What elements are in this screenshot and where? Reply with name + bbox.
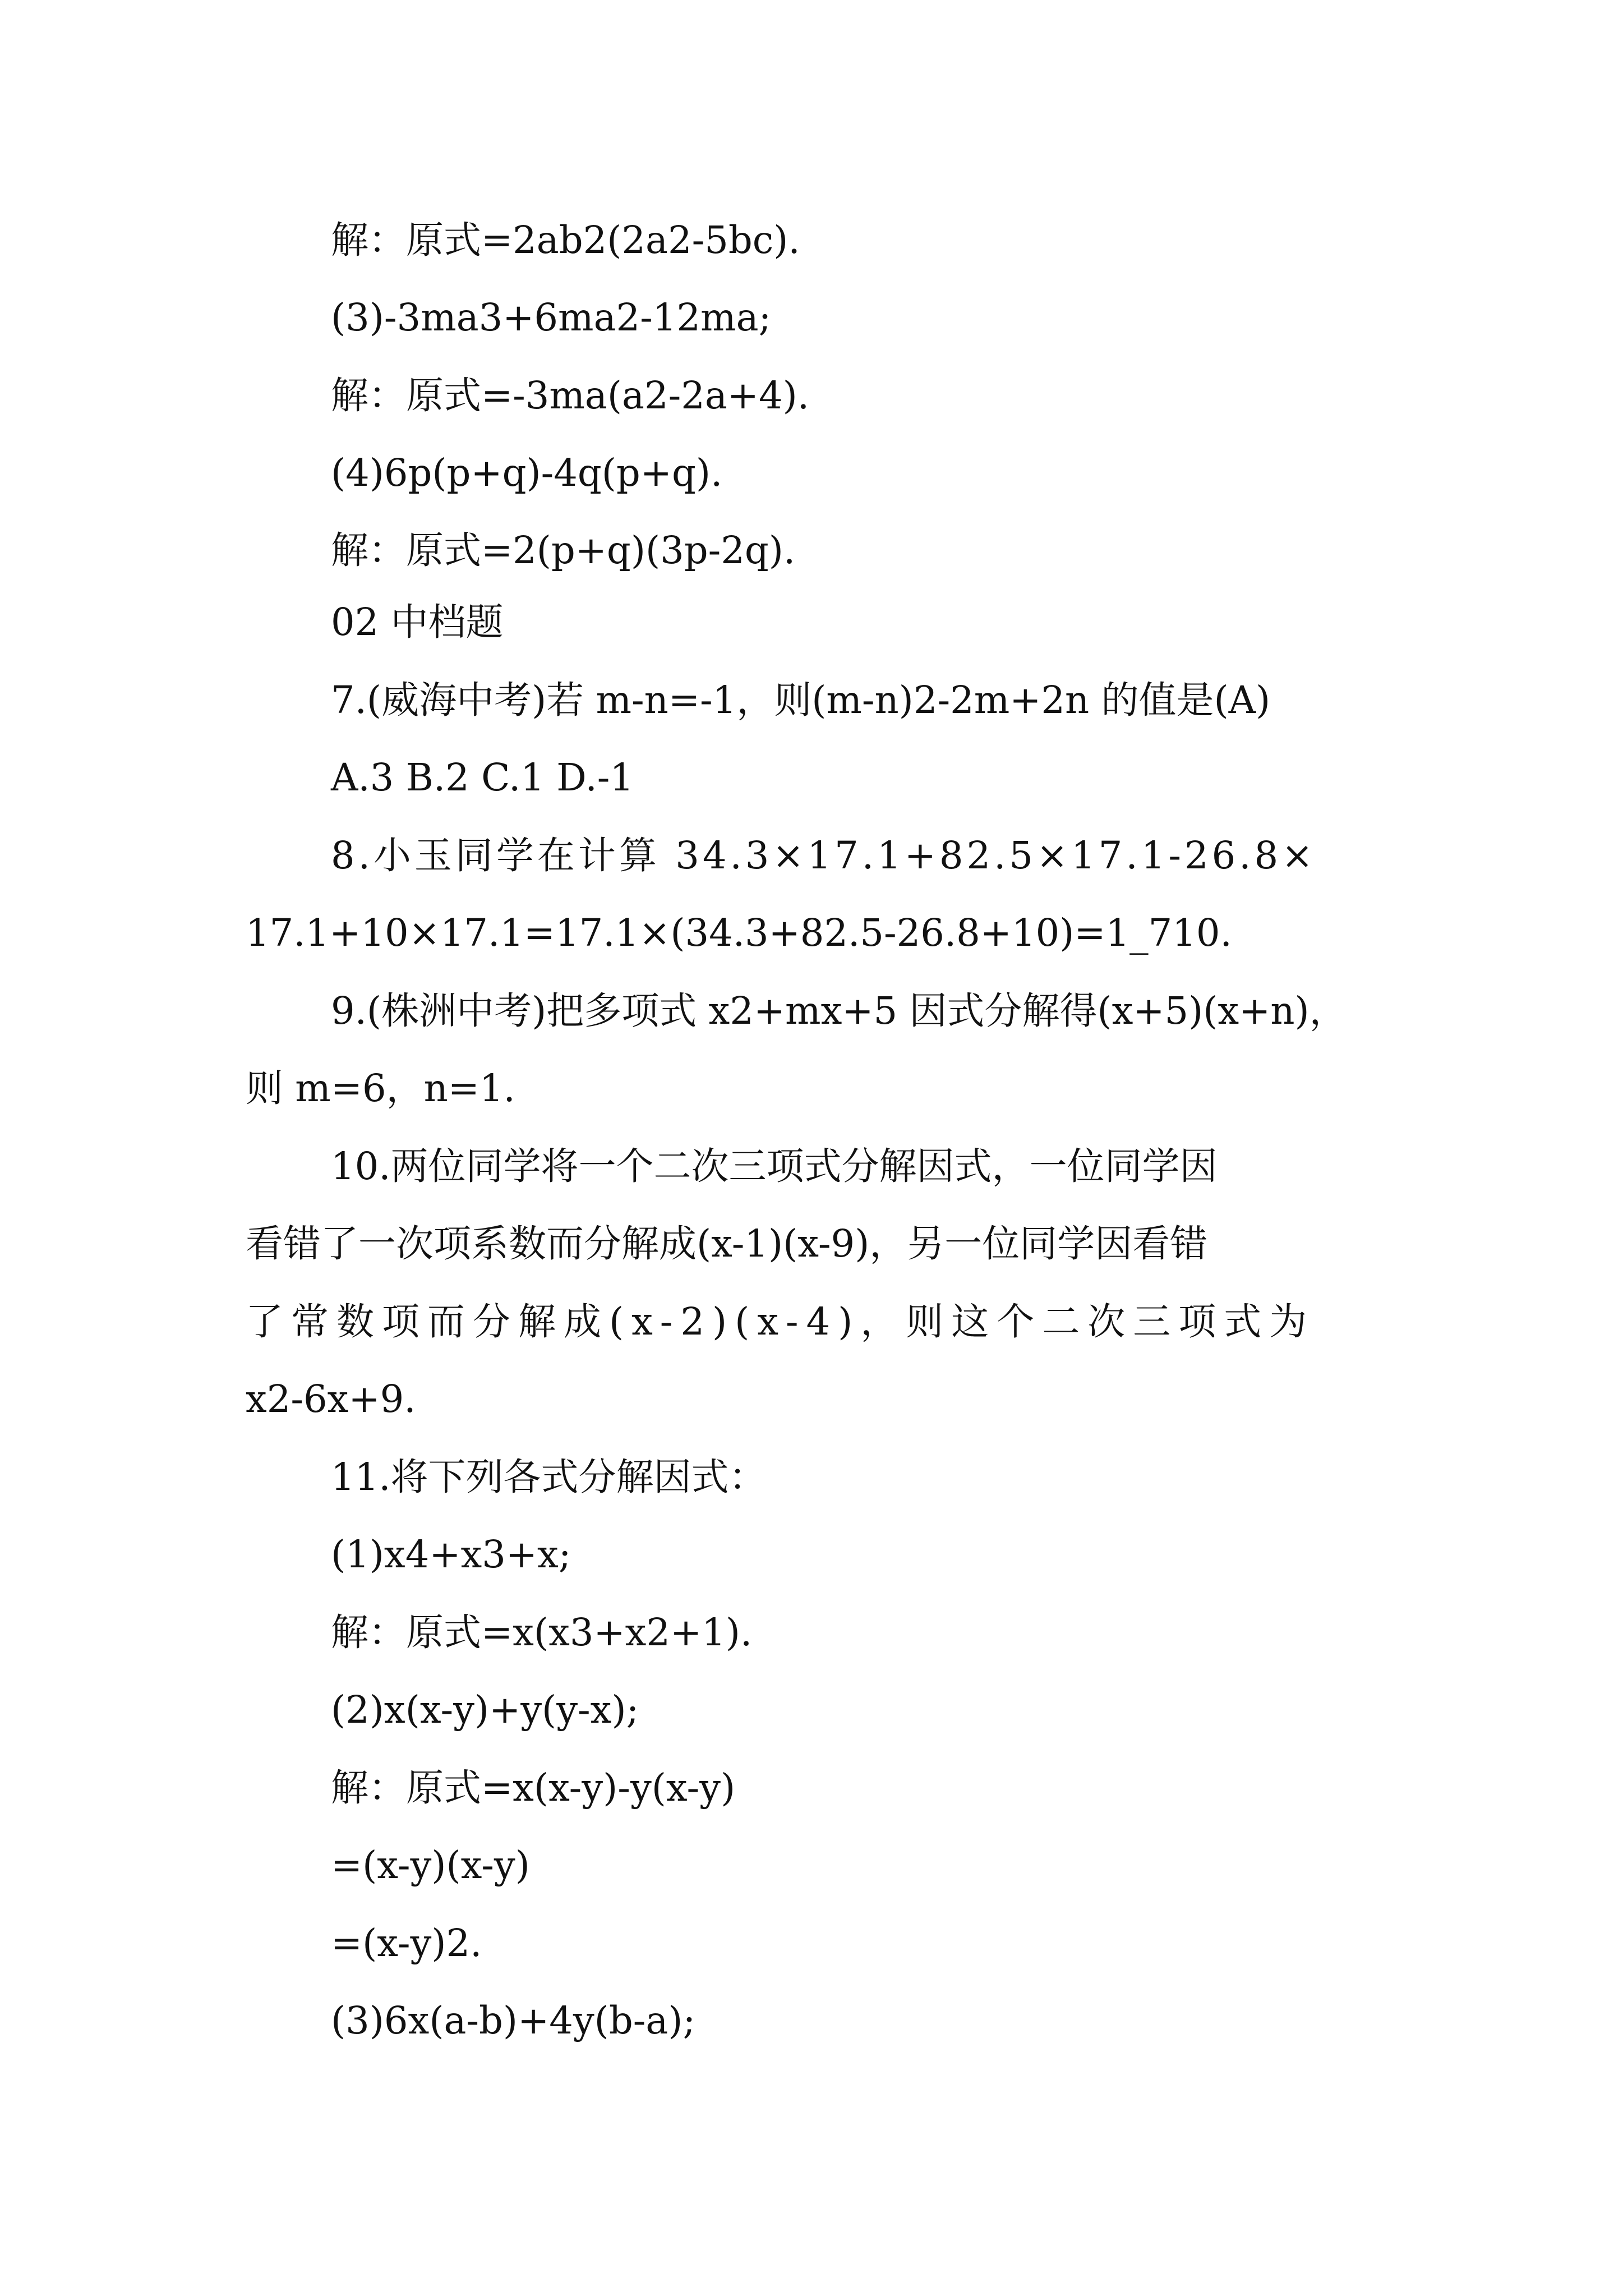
section-heading: 02 中档题 [331,600,504,644]
text-line: (2)x(x-y)+y(y-x); [331,1688,639,1732]
text-line: 9.(株洲中考)把多项式 x2+mx+5 因式分解得(x+5)(x+n)， [331,989,1347,1033]
text-line: 17.1+10×17.1=17.1×(34.3+82.5-26.8+10)=1_710. [246,911,1232,955]
text-line: 解：原式=2ab2(2a2-5bc). [331,218,800,262]
text-line: =(x-y)2. [331,1921,482,1965]
text-line: 了常数项而分解成(x-2)(x-4)，则这个二次三项式为 [246,1300,1315,1343]
text-line: (4)6p(p+q)-4q(p+q). [331,451,723,495]
text-line: (3)-3ma3+6ma2-12ma; [331,296,772,339]
text-line: x2-6x+9. [246,1377,416,1421]
text-line: (3)6x(a-b)+4y(b-a); [331,1999,696,2042]
text-line: (1)x4+x3+x; [331,1533,571,1576]
text-line: 10.两位同学将一个二次三项式分解因式，一位同学因 [331,1144,1218,1188]
text-line: 8.小玉同学在计算 34.3×17.1+82.5×17.1-26.8× [331,834,1317,877]
text-line: A.3 B.2 C.1 D.-1 [331,756,634,799]
text-line: =(x-y)(x-y) [331,1843,530,1887]
text-line: 解：原式=2(p+q)(3p-2q). [331,528,796,572]
text-line: 解：原式=x(x3+x2+1). [331,1611,753,1654]
text-line: 11.将下列各式分解因式： [331,1455,767,1499]
text-line: 解：原式=-3ma(a2-2a+4). [331,374,810,417]
text-line: 则 m=6，n=1. [246,1066,515,1110]
text-line: 看错了一次项系数而分解成(x-1)(x-9)，另一位同学因看错 [246,1222,1208,1266]
text-line: 7.(威海中考)若 m-n=-1，则(m-n)2-2m+2n 的值是(A) [331,678,1271,722]
text-line: 解：原式=x(x-y)-y(x-y) [331,1766,736,1810]
